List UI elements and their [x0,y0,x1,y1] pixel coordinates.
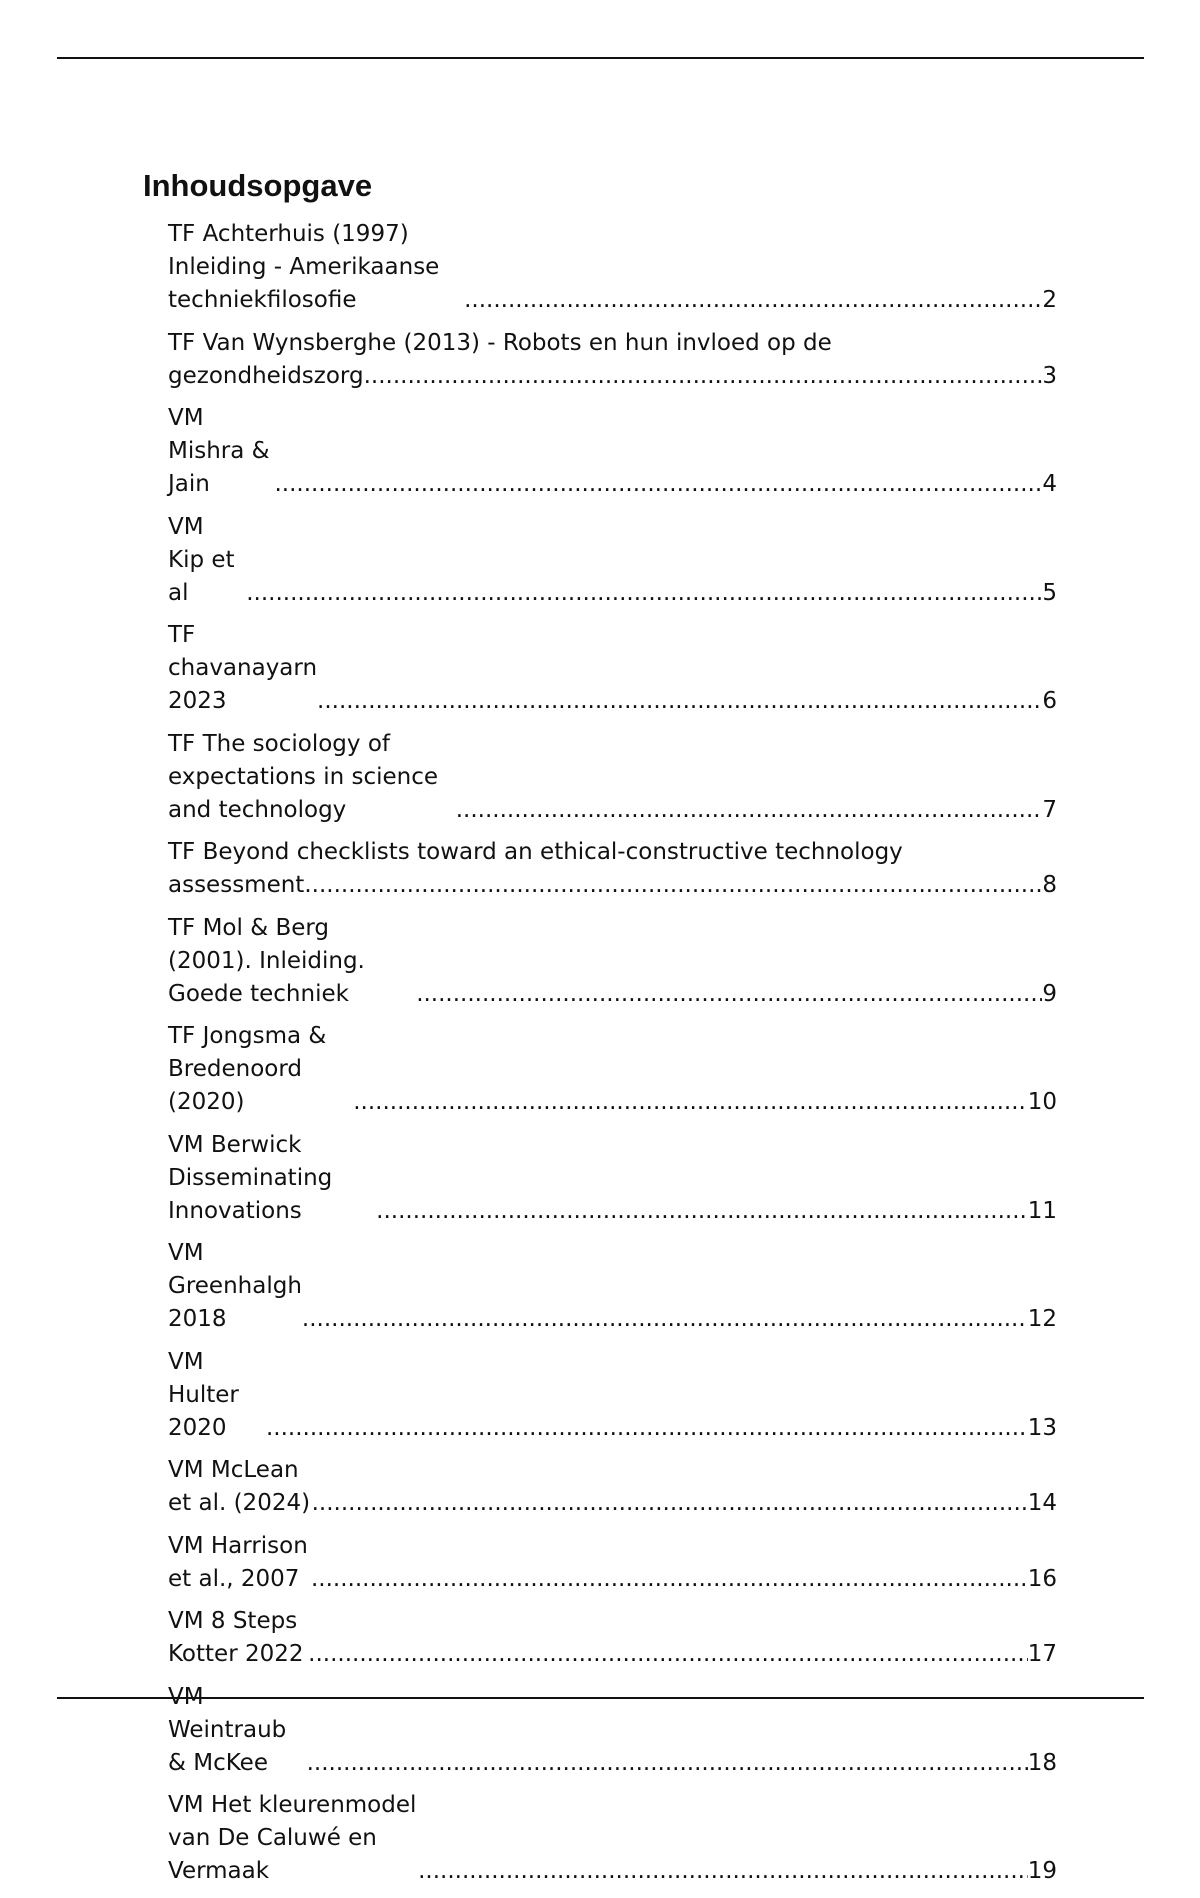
toc-page-number: 3 [1042,362,1057,389]
toc-entry-title: VM Mishra & Jain [168,405,270,497]
toc-entry-title: TF chavanayarn 2023 [168,622,318,714]
footer-rule [57,1697,1144,1699]
toc-entry[interactable] [168,836,1057,902]
toc-dot-leader [246,577,1042,610]
toc-entry[interactable] [168,511,1057,610]
toc-page-number: 16 [1027,1565,1057,1592]
toc-title: Inhoudsopgave [143,168,373,203]
toc-entry[interactable] [168,1454,1057,1520]
toc-dot-leader [364,360,1043,393]
toc-dot-leader [456,794,1043,827]
toc-dot-leader [416,978,1042,1011]
toc-entry-title: VM Kip et al [168,513,235,606]
toc-entry-title: TF Van Wynsberghe (2013) - Robots en hun invloed op de [168,329,832,356]
toc-entry[interactable] [168,1129,1057,1228]
toc-dot-leader [311,1563,1028,1596]
toc-entry-title: VM Berwick Disseminating Innovations [168,1131,333,1224]
toc-entry[interactable] [168,1346,1057,1445]
toc-entry[interactable] [168,1605,1057,1671]
table-of-contents [168,218,1057,1898]
toc-entry-title: TF The sociology of expectations in science and technology [168,730,439,823]
toc-entry-title: TF Jongsma & Bredenoord (2020) [168,1023,327,1115]
toc-entry[interactable] [168,327,1057,393]
toc-page-number: 10 [1027,1089,1057,1115]
toc-dot-leader [376,1195,1028,1228]
toc-dot-leader [307,1747,1028,1780]
toc-entry-title: TF Beyond checklists toward an ethical-constructive technology [168,839,903,865]
toc-entry-title: VM Greenhalgh 2018 [168,1240,302,1332]
toc-dot-leader [312,1487,1028,1520]
toc-page-number: 8 [1042,872,1057,898]
toc-entry[interactable] [168,402,1057,501]
toc-entry[interactable] [168,1237,1057,1336]
toc-entry-title: VM Hulter 2020 [168,1348,239,1441]
toc-entry-title: VM McLean et al. (2024) [168,1457,311,1516]
header-rule [57,57,1144,59]
toc-entry[interactable] [168,912,1057,1011]
toc-page-number: 14 [1027,1490,1057,1516]
toc-page-number: 12 [1027,1306,1057,1332]
toc-page-number: 13 [1027,1414,1057,1441]
toc-page-number: 4 [1042,471,1057,497]
toc-dot-leader [464,284,1042,317]
toc-page-number: 7 [1042,796,1057,823]
toc-entry-title: VM 8 Steps Kotter 2022 [168,1608,304,1667]
toc-entry[interactable] [168,218,1057,317]
toc-dot-leader [302,1303,1028,1336]
toc-dot-leader [418,1855,1028,1888]
toc-page-number: 2 [1042,287,1057,313]
toc-entry-title: TF Achterhuis (1997) Inleiding - Amerikaanse techniekfilosofie [168,221,440,313]
toc-dot-leader [274,468,1042,501]
toc-entry-title: VM Harrison et al., 2007 [168,1532,308,1592]
toc-dot-leader [304,869,1042,902]
toc-dot-leader [266,1412,1028,1445]
toc-entry[interactable] [168,1789,1057,1888]
toc-entry[interactable] [168,1530,1057,1596]
toc-entry-title-continued: gezondheidszorg [168,362,364,389]
toc-page-number: 11 [1027,1197,1057,1224]
toc-entry-title: TF Mol & Berg (2001). Inleiding. Goede techniek [168,914,365,1007]
toc-entry[interactable] [168,728,1057,827]
toc-dot-leader [353,1086,1028,1119]
toc-page-number: 5 [1042,579,1057,606]
toc-dot-leader [308,1638,1028,1671]
toc-page-number: 6 [1042,688,1057,714]
toc-entry[interactable] [168,1020,1057,1119]
toc-entry[interactable] [168,1681,1057,1780]
toc-page-number: 19 [1027,1858,1057,1884]
toc-entry-title: VM Weintraub & McKee [168,1683,287,1776]
toc-entry-title-continued: assessment [168,872,305,898]
toc-page-number: 18 [1027,1749,1057,1776]
toc-entry[interactable] [168,619,1057,718]
toc-page-number: 9 [1042,980,1057,1007]
toc-page-number: 17 [1027,1641,1057,1667]
toc-dot-leader [317,685,1042,718]
toc-entry-title: VM Het kleurenmodel van De Caluwé en Vermaak [168,1792,417,1884]
